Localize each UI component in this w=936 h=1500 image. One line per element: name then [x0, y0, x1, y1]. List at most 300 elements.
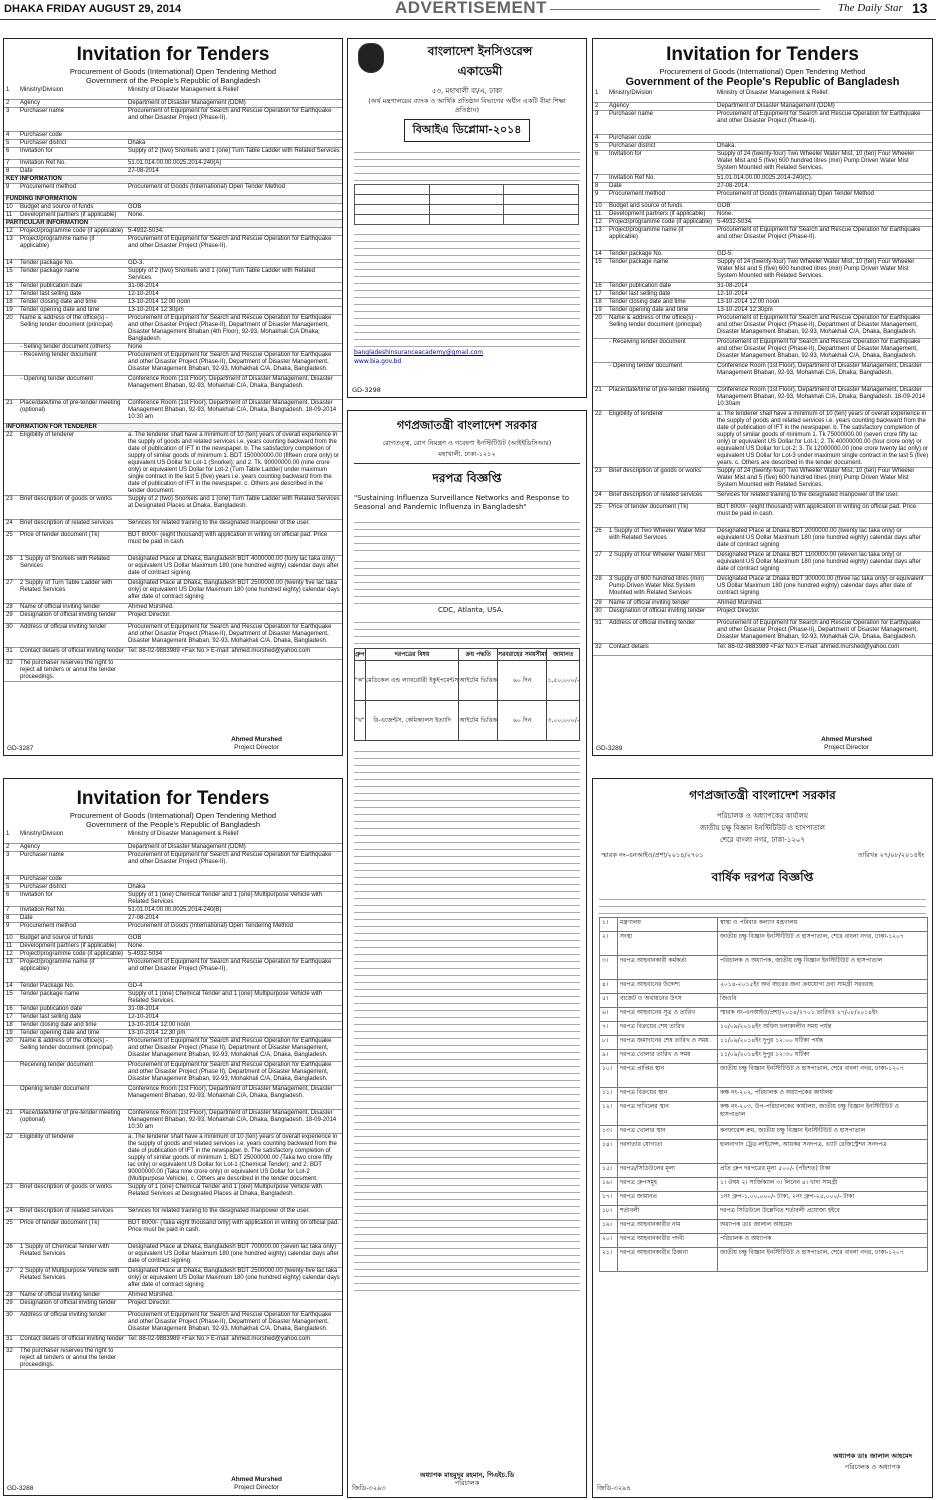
table-row: [4, 875, 342, 883]
section-label: PARTICULAR INFORMATION: [4, 219, 342, 227]
row-number: 12: [593, 218, 607, 226]
row-label: Purchaser district: [607, 142, 715, 150]
row-number: 32: [593, 643, 607, 655]
row-label: Agency: [18, 843, 126, 851]
row-value: BDT 8000/- (eight thousand) with application in writing on official pad. Price must be paid in cash.: [715, 503, 932, 527]
th-time: সরবরাহের সময়সীমা: [498, 649, 547, 661]
row-value: Tel: 88-02-9883989 <Fax No.> E-mail: ahmed.murshed@yahoo.com: [126, 1335, 342, 1347]
memo-date: তারিখঃ ২৭/০৮/২০১৪ইং: [857, 851, 924, 859]
row-value: 13-10-2014 12:30pm: [126, 306, 342, 314]
row-number: 8: [4, 167, 18, 175]
row-value: Procurement of Equipment for Search and Rescue Operation for Earthquake and other Disaster Project (Phase-II), Department of Disaster Management, Disaster Management Bhaban (4th Floor), 92-93, Mohakhali C/A Dhaka, Bangladesh.: [126, 314, 342, 343]
row-label: Project/programme code (if applicable): [18, 227, 126, 235]
row-label: দরপত্র আহবানের সূত্র ও তারিখ: [618, 1008, 718, 1022]
row-label: The purchaser reserves the right to reject all tenders or annul the tender proceedings.: [18, 1347, 126, 1369]
row-label: Receiving tender document: [18, 1061, 126, 1085]
row-number: 11: [593, 210, 607, 218]
row-value: Procurement of Equipment for Search and Rescue Operation for Earthquake and other Disaster Project (Phase-II).: [126, 958, 342, 982]
row-label: দরপত্র আহবানকারীর ঠিকানা: [618, 1248, 718, 1272]
row-value: Services for related training to the designated manpower of the user.: [715, 491, 932, 503]
row-label: Purchaser code: [18, 131, 126, 139]
table-row: [4, 1133, 342, 1183]
row-label: Address of official inviting tender: [607, 619, 715, 643]
row-label: Brief description of related services: [18, 519, 126, 531]
row-number: 17: [4, 290, 18, 298]
section-label: FUNDING INFORMATION: [4, 195, 342, 203]
row-label: Eligibility of tenderer: [18, 1133, 126, 1183]
row-value: GD-3.: [126, 259, 342, 267]
row-label: Brief description of goods or works: [18, 1183, 126, 1207]
row-value: Designated Place at Dhaka BDT 2000000.00 (twenty lac taka only) or equivalent US Dollar Maximum 180 (one hundred eighty) calendar days after date of contract signing: [715, 527, 932, 551]
row-value: জাতীয় চক্ষু বিজ্ঞান ইনস্টিটিউট ও হাসপাতাল, শেরে বাংলা নগর, ঢাকা-১২০৭: [718, 932, 928, 956]
row-number: 5: [593, 142, 607, 150]
table-cell: ৬০ দিন: [498, 701, 547, 741]
row-number: 24: [593, 491, 607, 503]
th-security: জামানত: [547, 649, 580, 661]
academy-name: বাংলাদেশ ইনসিওরেন্স: [427, 44, 533, 58]
row-number: 4: [593, 134, 607, 142]
row-value: কনফারেন্স রুম, জাতীয় চক্ষু বিজ্ঞান ইনস্টিটিউট ও হাসপাতাল: [718, 1126, 928, 1140]
row-value: [715, 134, 932, 142]
govt-title: গণপ্রজাতন্ত্রী বাংলাদেশ সরকার: [396, 418, 538, 432]
row-label: - Opening tender document: [18, 375, 126, 399]
table-row: [600, 1192, 928, 1206]
row-value: Project Director.: [126, 611, 342, 623]
row-value: a. The tenderer shall have a minimum of 10 (ten) years of overall experience in the supply of goods and related services i.e. years counting backward from the date of publication of IFT in the newspaper. b. The satisfactory completion of supply of similar goods of minimum 1. BDT 150000000.00 (fifteen crore only) or equivalent US Dollar for Lot-1 (Snorkel); and 2. Tk. 90000000.00 (nine crore only) or equivalent US Dollar for Lot-2 (Turn Table Ladder) under maximum single contract in the last 5 (five) years i.e. years counting backward from the date of publication of IFT in the newspaper. c. Others are described in the tender document.: [126, 431, 342, 495]
row-label: Name of official inviting tender: [18, 603, 126, 611]
table-row: [600, 1164, 928, 1178]
table-row: [4, 1085, 342, 1109]
row-number: 8: [4, 914, 18, 922]
row-value: প্রতি গ্রুপ দরপত্রের মূল্য ৫০০/- (পাঁচশত) টাকা: [718, 1164, 928, 1178]
row-number: 21: [593, 386, 607, 410]
row-value: 13-10-2014 12:30 pm: [126, 1029, 342, 1037]
table-row: [600, 1102, 928, 1126]
row-label: Purchaser district: [18, 139, 126, 147]
row-label: দরদাতার যোগ্যতা: [618, 1140, 718, 1164]
row-number: 25: [4, 1219, 18, 1243]
row-label: Tender package name: [18, 267, 126, 282]
table-row: [593, 142, 932, 150]
row-value: Designated Place at Dhaka, Bangladesh BDT 2500000.00 (twenty five lac taka only) or equivalent US Dollar Maximum 180 (one hundred eighty) calendar days after date of contract signing: [126, 579, 342, 603]
row-number: 20: [593, 314, 607, 338]
row-label: Brief description of related services: [18, 1207, 126, 1219]
row-number: 11: [4, 211, 18, 219]
row-label: Purchaser code: [18, 875, 126, 883]
row-value: পরিচালক ও অধ্যাপক, জাতীয় চক্ষু বিজ্ঞান ইনস্টিটিউট ও হাসপাতাল: [718, 956, 928, 980]
row-label: Budget and source of funds: [607, 202, 715, 210]
row-value: 5-4932-5034.: [715, 218, 932, 226]
row-number: [4, 351, 18, 375]
section-label: KEY INFORMATION: [4, 175, 342, 183]
table-row: [593, 250, 932, 258]
row-label: - Opening tender document: [607, 362, 715, 386]
row-label: Contact details: [607, 643, 715, 655]
row-value: Procurement of Equipment for Search and Rescue Operation for Earthquake and other Disaster Project (Phase-II), Department of Disaster Management, Disaster Management Bhaban, 92-93, Mohakhali C/A, Dhaka, Bangladesh.: [126, 351, 342, 375]
row-number: 13: [593, 226, 607, 250]
row-value: Designated Place at Dhaka BDT 1100000.00 (eleven lac taka only) or equivalent US Dollar Maximum 180 (one hundred eighty) calendar days after date of contract signing: [715, 551, 932, 575]
signer-name: অধ্যাপক ডাঃ জালাল আহমেদ: [833, 1452, 912, 1460]
tender-ad-gd3288: [3, 778, 343, 1496]
row-number: 13: [4, 958, 18, 982]
notice-title: বার্ষিক দরপত্র বিজ্ঞপ্তি: [711, 870, 814, 884]
row-number: 23: [593, 467, 607, 491]
table-row: [600, 1008, 928, 1022]
page-header: [0, 0, 936, 20]
table-row: [4, 290, 342, 298]
row-number: 16: [4, 1005, 18, 1013]
table-row: [4, 1291, 342, 1299]
row-number: ৩।: [600, 956, 618, 980]
row-label: Tender opening date and time: [607, 306, 715, 314]
section-header: [4, 195, 342, 203]
academy-website[interactable]: www.bia.gov.bd: [354, 358, 402, 365]
table-row: [4, 831, 342, 843]
signer-title: পরিচালক ও অধ্যাপক: [844, 1463, 901, 1471]
tender-govt: Government of the People's Republic of Bangladesh: [625, 76, 900, 88]
row-value: Designated Place at Dhaka, Bangladesh BDT 700000.00 (seven lac taka only) or equivalent US Dollar Maximum 180 (one hundred eighty) calendar days after date of contract signing: [126, 1243, 342, 1267]
row-value: Services for related training to the designated manpower of the user.: [126, 519, 342, 531]
row-value: ১নং গ্রুপ-১,০০,০০০/- টাকা, ২নং গ্রুপ-২৫,০০০/- টাকা: [718, 1192, 928, 1206]
row-number: ৯।: [600, 1050, 618, 1064]
row-number: 26: [4, 555, 18, 579]
row-value: Conference Room (1st Floor), Department of Disaster Management, Disaster Management Bhaban, 92-93, Mohakhali C/A, Dhaka, Bangladesh. 18-09-2014 10:30am: [715, 386, 932, 410]
th-method: ক্রয় পদ্ধতি: [459, 649, 498, 661]
th-group: গ্রুপ: [355, 649, 366, 661]
row-label: Tender last selling date: [18, 290, 126, 298]
table-row: [4, 934, 342, 942]
group-table: [354, 648, 580, 741]
row-value: Procurement of Equipment for Search and Rescue Operation for Earthquake and other Disaster Project (Phase-II).: [715, 110, 932, 134]
row-value: দরপত্র সিডিউলে উল্লেখিত শর্তাবলী প্রযোজ্য হইবে: [718, 1206, 928, 1220]
row-number: ৪।: [600, 980, 618, 994]
row-number: 17: [4, 1013, 18, 1021]
donor-name: CDC, Atlanta, USA.: [438, 606, 504, 614]
table-row: [593, 410, 932, 467]
row-number: [4, 343, 18, 351]
page-number: 13: [912, 0, 928, 16]
row-value: [126, 1347, 342, 1369]
table-cell: আইটেম ভিত্তিক: [459, 661, 498, 701]
table-row: [593, 527, 932, 551]
row-number: 5: [4, 139, 18, 147]
table-cell: ৩,০০,০০০/-: [547, 701, 580, 741]
gd-number: GD-3289: [596, 745, 623, 752]
gd-number: GD-3287: [7, 745, 34, 752]
row-value: Procurement of Equipment for Search and Rescue Operation for Earthquake and other Disaster Project (Phase-II).: [715, 226, 932, 250]
row-label: Tender closing date and time: [18, 1021, 126, 1029]
table-cell: আইটেম ভিত্তিক: [459, 701, 498, 741]
table-row: [4, 891, 342, 906]
row-value: Procurement of Equipment for Search and Rescue Operation for Earthquake and other Disaster Project (Phase-II), Department of Disaster Management, Disaster Management Bhaban, 92-93, Mohakhali C/A, Dhaka, Bangladesh.: [715, 314, 932, 338]
table-row: [4, 950, 342, 958]
row-number: 32: [4, 659, 18, 681]
table-row: [593, 134, 932, 142]
memo-number: স্মারক নং-এনআইও/প্রশা/২০১৪/২৭০১: [601, 851, 704, 859]
row-number: 28: [593, 575, 607, 599]
row-number: 9: [4, 183, 18, 195]
row-label: Purchaser code: [607, 134, 715, 142]
table-row: [600, 1206, 928, 1220]
table-row: [4, 531, 342, 555]
row-number: ২।: [600, 932, 618, 956]
row-number: ২১।: [600, 1248, 618, 1272]
row-number: ১।: [600, 918, 618, 932]
table-row: [593, 150, 932, 174]
row-value: Procurement of Equipment for Search and Rescue Operation for Earthquake and other Disaster Project (Phase-II).: [126, 851, 342, 875]
row-number: 26: [593, 527, 607, 551]
row-number: 22: [4, 431, 18, 495]
row-number: [593, 338, 607, 362]
row-label: Tender publication date: [18, 282, 126, 290]
row-label: Project/programme name (if applicable): [607, 226, 715, 250]
signer-title: Project Director: [234, 744, 279, 751]
row-value: 12-10-2014: [126, 1013, 342, 1021]
table-row: [4, 159, 342, 167]
row-label: দরপত্র আহবানকারীর নাম: [618, 1220, 718, 1234]
table-row: [4, 167, 342, 175]
row-label: Designation of official inviting tender: [18, 611, 126, 623]
row-label: Invitation Ref No.: [18, 159, 126, 167]
table-row: [600, 1088, 928, 1102]
row-label: Purchaser name: [18, 851, 126, 875]
row-number: 31: [593, 619, 607, 643]
institute-name: রোগতত্ত্ব, রোগ নিয়ন্ত্রণ ও গবেষণা ইনস্টিটিউট (আইইডিসিআর): [382, 439, 552, 447]
row-label: Ministry/Division: [18, 831, 126, 843]
tender-table: [4, 87, 342, 682]
table-row: [593, 503, 932, 527]
row-label: Name & address of the office(s) - Selling tender document (principal): [607, 314, 715, 338]
table-row: [600, 1234, 928, 1248]
row-value: Ministry of Disaster Management & Relief.: [715, 90, 932, 102]
tender-table: [4, 831, 342, 1370]
row-value: 27-08-2014: [126, 167, 342, 175]
row-label: Purchaser name: [607, 110, 715, 134]
notice-items-2: [348, 616, 586, 644]
row-number: 5: [4, 883, 18, 891]
row-value: 13-10-2014 12:00 noon: [126, 298, 342, 306]
table-row: [600, 1064, 928, 1088]
institute-name: জাতীয় চক্ষু বিজ্ঞান ইনস্টিটিউট ও হাসপাতাল: [699, 824, 826, 832]
row-value: ১১/০৯/২০১৪ইং দুপুর ১২:৩০ ঘটিকা: [718, 1050, 928, 1064]
row-label: Opening tender document: [18, 1085, 126, 1109]
row-number: 2: [4, 99, 18, 107]
row-number: 13: [4, 235, 18, 259]
row-number: 4: [4, 875, 18, 883]
row-value: Procurement of Equipment for Search and Rescue Operation for Earthquake and other Disaster Project (Phase-II), Department of Disaster Management, Disaster Management Bhaban, 92-93, Mohakhali C/A, Dhaka, Bangladesh.: [715, 338, 932, 362]
row-label: Purchaser district: [18, 883, 126, 891]
row-label: Invitation for: [18, 147, 126, 159]
gd-number: জিডি-৩২৯৩: [352, 1484, 386, 1492]
tender-method: Procurement of Goods (International) Open Tendering Method: [69, 67, 277, 76]
tender-title: Invitation for Tenders: [666, 44, 859, 65]
row-number: ১৫।: [600, 1164, 618, 1178]
academy-email[interactable]: bangladeshinsuranceacademy@gmail.com: [354, 349, 484, 356]
row-label: Development partners (if applicable): [607, 210, 715, 218]
section-header: [4, 175, 342, 183]
th-subject: দরপত্রের বিষয়: [365, 649, 459, 661]
row-label: Project/programme code (if applicable): [607, 218, 715, 226]
institute-address: মহাখালী, ঢাকা-১২১২: [438, 450, 496, 458]
row-number: 30: [4, 623, 18, 647]
row-value: Department of Disaster Management (DDM): [126, 843, 342, 851]
row-label: Tender publication date: [607, 282, 715, 290]
gd-number: GD-3288: [7, 1485, 34, 1492]
row-number: ১০।: [600, 1064, 618, 1088]
row-label: দরপত্র বিক্রয়ের শেষ তারিখ: [618, 1022, 718, 1036]
table-row: [4, 883, 342, 891]
table-row: [593, 338, 932, 362]
row-number: 18: [4, 298, 18, 306]
row-number: 10: [4, 203, 18, 211]
academy-address: ৫৩, মহাখালী বা/এ, ঢাকা: [431, 87, 503, 95]
table-row: [4, 914, 342, 922]
eye-institute-tender-ad: [592, 778, 933, 1498]
row-label: Name of official inviting tender: [18, 1291, 126, 1299]
table-row: [4, 399, 342, 423]
row-number: 15: [4, 990, 18, 1005]
row-label: Procurement method: [607, 190, 715, 202]
row-label: Name & address of the office(s) -Selling tender document (principal): [18, 1037, 126, 1061]
row-number: 15: [4, 267, 18, 282]
row-value: 5-4932-5034: [126, 950, 342, 958]
table-row: [593, 643, 932, 655]
row-label: 2 Supply of four Wheeler Water Mist: [607, 551, 715, 575]
row-label: Tender package name: [607, 258, 715, 282]
table-row: [4, 647, 342, 659]
row-label: Invitation Ref No.: [607, 174, 715, 182]
row-value: Procurement of Equipment for Search and Rescue Operation for Earthquake and other Disaster Project (Phase-II).: [126, 107, 342, 131]
row-label: Price of tender document (Tk): [18, 531, 126, 555]
row-value: 27-08-2014.: [715, 182, 932, 190]
row-label: Brief description of goods or works: [18, 495, 126, 519]
row-number: 17: [593, 290, 607, 298]
row-value: Procurement of Equipment for Search and Rescue Operation for Earthquake and other Disaster Project (Phase-II), Department of Disaster Management, Disaster Management Bhaban, 92-93, Mohakhali C/A, Dhaka, Bangladesh.: [715, 619, 932, 643]
row-number: 7: [593, 174, 607, 182]
newspaper-name: The Daily Star: [838, 2, 903, 14]
row-label: Budget and source of funds: [18, 934, 126, 942]
table-row: [593, 90, 932, 102]
row-value: Ahmed Murshed.: [715, 599, 932, 607]
row-label: Invitation for: [18, 891, 126, 906]
course-details: [348, 146, 586, 181]
row-number: 19: [593, 306, 607, 314]
row-number: 20: [4, 314, 18, 343]
table-row: [600, 1140, 928, 1164]
row-value: Supply of 2 (two) Snorkels and 1 (one) Turn Table Ladder with Related Services.: [126, 267, 342, 282]
row-value: 51.01.014.00.00.0025.2014-240(C).: [715, 174, 932, 182]
row-label: Brief description of goods or works: [607, 467, 715, 491]
header-rule: [550, 9, 820, 10]
table-row: [4, 942, 342, 950]
row-number: 28: [4, 1291, 18, 1299]
row-value: 31-08-2014: [715, 282, 932, 290]
row-label: Ministry/Division: [607, 90, 715, 102]
row-number: 23: [4, 495, 18, 519]
table-row: [593, 102, 932, 110]
row-value: Procurement of Equipment for Search and Rescue Operation for Earthquake and other Disaster Project (Phase II), Department of Disaster Management, Disaster Management Bhaban, 92-93, Mohakhali C/A, Dhaka, Bangladesh.: [126, 1037, 342, 1061]
row-label: Price of tender document (Tk): [18, 1219, 126, 1243]
row-number: 9: [593, 190, 607, 202]
table-row: [600, 994, 928, 1008]
iedcr-tender-ad: [347, 410, 587, 1498]
signer-name: Ahmed Murshed: [821, 736, 872, 743]
row-number: 19: [4, 1029, 18, 1037]
row-label: Address of official inviting tender: [18, 1311, 126, 1335]
row-label: দরপত্র খোলার তারিখ ও সময়: [618, 1050, 718, 1064]
row-value: [126, 131, 342, 139]
table-cell: ১,৫০,০০০/-: [547, 661, 580, 701]
row-label: দরপত্র বিক্রয়ের স্থান: [618, 1088, 718, 1102]
row-number: 14: [593, 250, 607, 258]
row-value: Conference Room (1st Floor), Department of Disaster Management, Disaster Management Bhaban, 92-93, Mohakhali C/A, Dhaka, Bangladesh.: [126, 375, 342, 399]
table-row: [593, 282, 932, 290]
table-row: [4, 611, 342, 623]
table-row: [600, 918, 928, 932]
table-row: [593, 258, 932, 282]
row-number: 27: [593, 551, 607, 575]
table-row: [593, 182, 932, 190]
table-row: [4, 922, 342, 934]
row-number: ৫।: [600, 994, 618, 1008]
row-value: Supply of 24 (twenty-four) Two Wheeler Water Mist, 10 (ten) Four Wheeler Water Mist and 5 (five) 600 hundred litres (min) Pump Driven Water Mist System Mounted with Related Services.: [715, 150, 932, 174]
row-label: Ministry/Division: [18, 87, 126, 99]
table-row: [4, 1311, 342, 1335]
row-number: 21: [4, 1109, 18, 1133]
row-value: Procurement of Equipment for Search and Rescue Operation for Earthquake and other Disaster Project (Phase II), Department of Disaster Management, Disaster Management Bhaban, 92-93, Mohakhali C/A, Dhaka, Bangladesh.: [126, 1061, 342, 1085]
row-value: পরিচালক ও অধ্যাপক: [718, 1234, 928, 1248]
signer-name: Ahmed Murshed: [231, 1476, 282, 1483]
project-name: "Sustaining Influenza Surveillance Networks and Response to Seasonal and Pandemic Influenza in Bangladesh": [354, 494, 570, 511]
row-number: 26: [4, 1243, 18, 1267]
row-value: 51.01.014.00.00.0025.2014-240(B): [126, 906, 342, 914]
row-number: ৭।: [600, 1022, 618, 1036]
row-value: Procurement of Equipment for Search and Rescue Operation for Earthquake and other Disaster Project (Phase-II), Department of Disaster Management, Disaster Management Bhaban, 92-93, Mohakhali C/A, Dhaka, Bangladesh.: [126, 623, 342, 647]
row-label: Development partners (if applicable): [18, 942, 126, 950]
signer-title: Project Director: [234, 1484, 279, 1491]
row-value: GOB: [126, 934, 342, 942]
row-label: Project/programme name (if applicable): [18, 958, 126, 982]
table-row: [4, 314, 342, 343]
row-label: দরপত্র আহবানের উদ্দেশ্য: [618, 980, 718, 994]
row-number: 25: [593, 503, 607, 527]
row-label: Tender last selling date: [607, 290, 715, 298]
row-value: 12-10-2014: [715, 290, 932, 298]
table-row: [4, 1299, 342, 1311]
table-row: [600, 1220, 928, 1234]
row-value: কক্ষ নং-২০২, পরিচালক ও অধ্যাপকের কার্যালয়: [718, 1088, 928, 1102]
row-value: Supply of 2 (two) Snorkels and 1 (one) Turn Table Ladder with Related Services: [126, 147, 342, 159]
table-row: [4, 1243, 342, 1267]
row-label: Contact details of official inviting tender: [18, 1335, 126, 1347]
table-row: [593, 210, 932, 218]
table-row: [4, 1219, 342, 1243]
section-header: [4, 219, 342, 227]
row-value: Conference Room (1st Floor), Department of Disaster Management, Disaster Management Bhaban, 92-93, Mohakhali C/A, Dhaka, Bangladesh.: [126, 1085, 342, 1109]
table-row: [593, 110, 932, 134]
row-label: শর্তাবলী: [618, 1206, 718, 1220]
signer-title: পরিচালক: [454, 1479, 480, 1487]
row-value: 27-08-2014: [126, 914, 342, 922]
row-value: a. The tenderer shall have a minimum of 10 (ten) years of overall experience in the supply of goods and related services i.e. years counting backward from the date of publication of IFT in the newspaper. b. The satisfactory completion of supply of similar goods of minimum 1. Tk 75000000.00 (seven crore fifty lac only) or equivalent US Dollar for Lot-1; 2. Tk 40000000.00 (four crore only) or equivalent US Dollar for Lot-2; 3. Tk 12000000.00 (one crore twenty lac only) or equivalent US Dollar for Lot-3 under maximum single contract in the last 5 (five) years. c. Others are described in the tender document.: [715, 410, 932, 467]
table-row: [593, 619, 932, 643]
row-number: 1: [4, 87, 18, 99]
row-label: Contact details of official inviting tender: [18, 647, 126, 659]
table-row: [4, 203, 342, 211]
row-label: Tender closing date and time: [607, 298, 715, 306]
row-value: স্মারক নং-এনআইও/প্রশা/২০১৪/২৭০১ তারিখঃ ২৭/০৮/২০১৪ইং: [718, 1008, 928, 1022]
row-label: Tender publication date: [18, 1005, 126, 1013]
